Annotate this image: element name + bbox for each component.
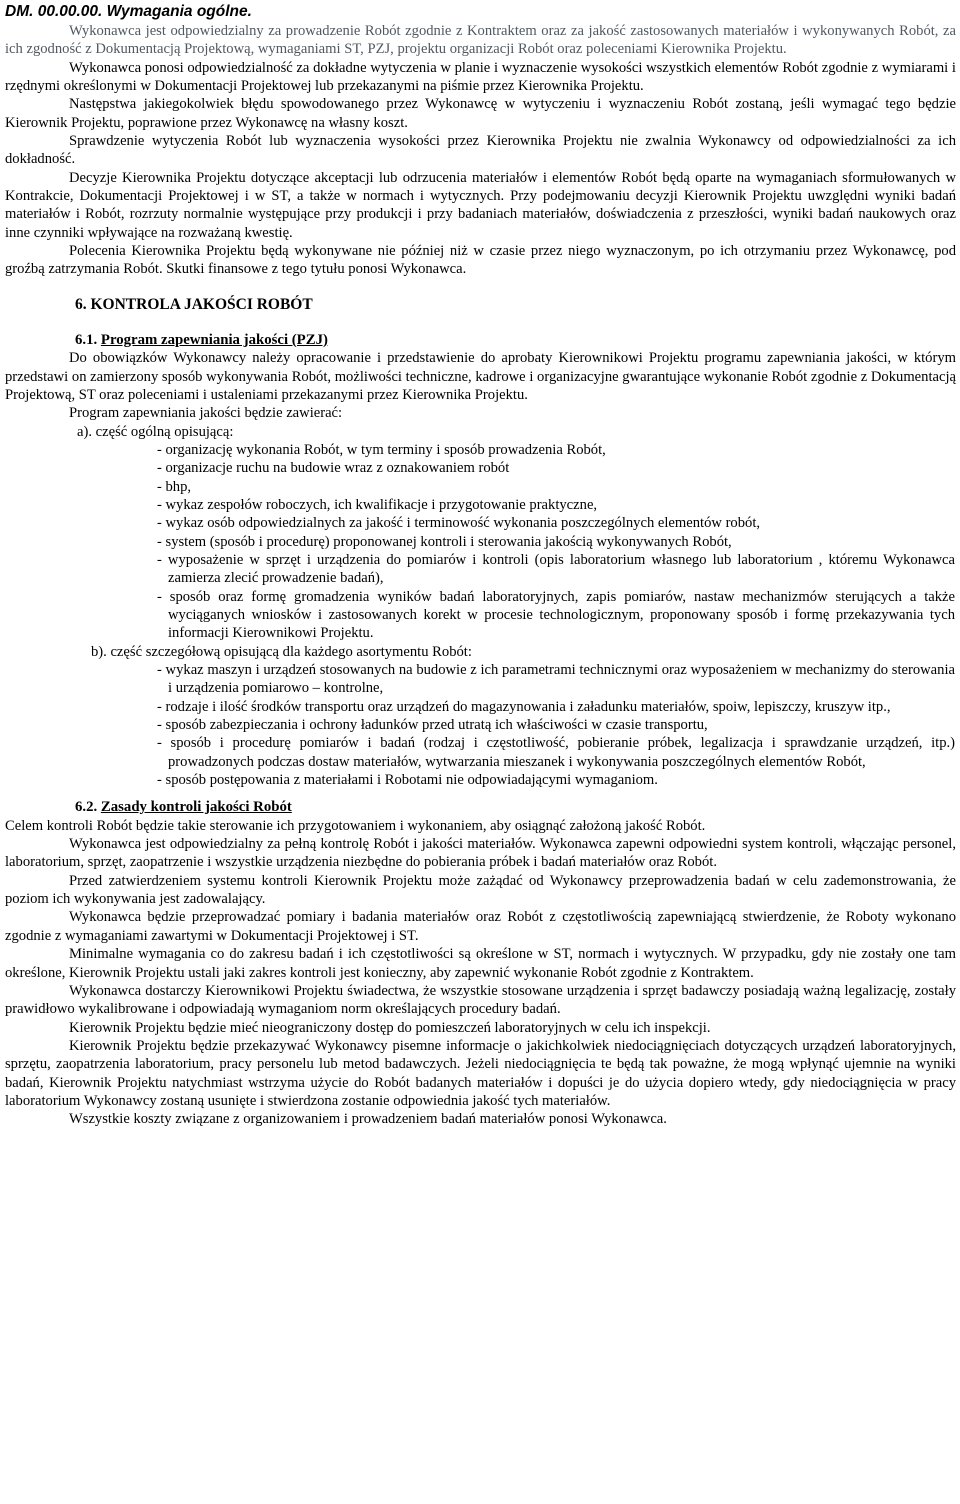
list-item: - wyposażenie w sprzęt i urządzenia do pomiarów i kontroli (opis laboratorium własnego lub laboratorium , któremu Wykonawca zamierza zlecić prowadzenie badań), [157,551,955,587]
section-6-1 [5,331,956,790]
list-label-a: a). część ogólną opisującą: [77,423,234,440]
list-item: - sposób zabezpieczania i ochrony ładunków przed utratą ich właściwości w czasie transportu, [157,717,708,734]
paragraph: Sprawdzenie wytyczenia Robót lub wyznaczenia wysokości przez Kierownika Projektu nie zwalnia Wykonawcy od odpowiedzialności za ich dokładność. [5,133,956,168]
list-label-b: b). część szczegółową opisującą dla każdego asortymentu Robót: [91,643,472,660]
subsection-number: 6.2. [75,799,98,816]
list-item: - sposób oraz formę gromadzenia wyników badań laboratoryjnych, zapis pomiarów, nastaw mechanizmów sterujących a także wyciąganych wniosków i zastosowanych korekt w procesie technologicznym, proponowany sposób i formę przekazywania tych informacji Kierownikowi Projektu. [157,588,955,642]
paragraph: Program zapewniania jakości będzie zawierać: [69,405,343,422]
section-heading: 6. KONTROLA JAKOŚCI ROBÓT [75,295,313,313]
list-item: - bhp, [157,478,192,495]
list-item: - organizacje ruchu na budowie wraz z oznakowaniem robót [157,460,510,477]
paragraph: Przed zatwierdzeniem systemu kontroli Kierownik Projektu może zażądać od Wykonawcy przeprowadzenia badań w celu zademonstrowania, że poziom ich wykonywania jest zadowalający. [5,872,956,908]
subsection-title: Zasady kontroli jakości Robót [100,799,292,816]
list-item: - sposób postępowania z materiałami i Robotami nie odpowiadającymi wymaganiom. [157,772,658,789]
spacer [5,789,956,798]
paragraph: Polecenia Kierownika Projektu będą wykonywane nie później niż w czasie przez niego wyznaczonym, po ich otrzymaniu przez Wykonawcę, pod groźbą zatrzymania Robót. Skutki finansowe z tego tytułu ponosi Wykonawca. [5,243,956,278]
paragraph: Wykonawca będzie przeprowadzać pomiary i badania materiałów oraz Robót z częstotliwością zapewniającą stwierdzenie, że Roboty wykonano zgodnie z wymaganiami zawartymi w Dokumentacji Projektowej i ST. [5,909,956,944]
paragraph: Do obowiązków Wykonawcy należy opracowanie i przedstawienie do aprobaty Kierownikowi Projektu programu zapewniania jakości, w którym przedstawi on zamierzony sposób wykonywania Robót, możliwości techniczne, kadrowe i organizacyjne gwarantujące wykonanie Robót zgodnie z Dokumentacją Projektową, ST oraz poleceniami i ustaleniami przekazanymi przez Kierownika Projektu. [5,350,956,403]
paragraph: Wykonawca jest odpowiedzialny za prowadzenie Robót zgodnie z Kontraktem oraz za jakość zastosowanych materiałów i wykonywanych Robót, za ich zgodność z Dokumentacją Projektową, wymaganiami ST, PZJ, projektu organizacji Robót oraz poleceniami Kierownika Projektu. [5,23,956,58]
paragraph: Kierownik Projektu będzie mieć nieograniczony dostęp do pomieszczeń laboratoryjnych w celu ich inspekcji. [69,1019,711,1036]
paragraph: Wykonawca jest odpowiedzialny za pełną kontrolę Robót i jakości materiałów. Wykonawca zapewni odpowiedni system kontroli, włączając personel, laboratorium, sprzęt, zaopatrzenie i wszystkie urządzenia niezbędne do pobierania próbek i badań materiałów oraz Robót. [5,836,956,871]
subsection-number: 6.1. [75,331,98,348]
list-item: - wykaz maszyn i urządzeń stosowanych na budowie z ich parametrami technicznymi oraz wyposażeniem w mechanizmy do sterowania i urządzenia pomiarowo – kontrolne, [157,662,955,697]
list-item: - organizację wykonania Robót, w tym terminy i sposób prowadzenia Robót, [157,441,606,458]
paragraph: Następstwa jakiegokolwiek błędu spowodowanego przez Wykonawcę w wytyczeniu i wyznaczeniu Robót zostaną, jeśli wymagać tego będzie Kierownik Projektu, poprawione przez Wykonawcę na własny koszt. [5,96,956,131]
list-item: - system (sposób i procedurę) proponowanej kontroli i sterowania jakością wykonywanych Robót, [157,533,732,550]
subsection-heading [75,331,956,349]
subsection-heading [75,798,956,816]
section-6-2 [5,798,956,1128]
paragraph: Wykonawca ponosi odpowiedzialność za dokładne wytyczenia w planie i wyznaczenie wysokości wszystkich elementów Robót zgodnie z wymiarami i rzędnymi określonymi w Dokumentacji Projektowej lub przekazanymi na piśmie przez Kierownika Projektu. [5,59,956,95]
list-item: - rodzaje i ilość środków transportu oraz urządzeń do magazynowania i załadunku materiałów, spoiw, lepiszczy, kruszyw itp., [157,698,891,715]
paragraph: Kierownik Projektu będzie przekazywać Wykonawcy pisemne informacje o jakichkolwiek niedociągnięciach dotyczących urządzeń laboratoryjnych, sprzętu, zaopatrzenia laboratorium, pracy personelu lub metod badawczych. Jeżeli niedociągnięcia te będą tak poważne, że mogą wpłynąć ujemnie na wyniki badań, Kierownik Projektu natychmiast wstrzyma użycie do Robót badanych materiałów i dopuści je do użycia dopiero wtedy, gdy niedociągnięcia w pracy laboratorium Wykonawcy zostaną usunięte i stwierdzona zostanie odpowiednia jakość tych materiałów. [5,1037,956,1109]
paragraph: Wszystkie koszty związane z organizowaniem i prowadzeniem badań materiałów ponosi Wykonawca. [69,1111,667,1128]
document-title: DM. 00.00.00. Wymagania ogólne. [5,3,252,20]
paragraph: Wykonawca dostarczy Kierownikowi Projektu świadectwa, że wszystkie stosowane urządzenia i sprzęt badawczy posiadają ważną legalizację, zostały prawidłowo wykalibrowane i odpowiadają wymaganiom norm określających procedury badań. [5,982,956,1018]
general-requirements [5,22,956,279]
list-item: - wykaz zespołów roboczych, ich kwalifikacje i przygotowanie praktyczne, [157,496,598,513]
paragraph: Celem kontroli Robót będzie takie sterowanie ich przygotowaniem i wykonaniem, aby osiągnąć założoną jakość Robót. [5,817,706,834]
list-item: - sposób i procedurę pomiarów i badań (rodzaj i częstotliwość, pobieranie próbek, legalizacja i sprawdzanie urządzeń, itp.) prowadzonych podczas dostaw materiałów, wytwarzania mieszanek i wykonywania poszczególnych elementów Robót, [157,735,955,770]
paragraph: Decyzje Kierownika Projektu dotyczące akceptacji lub odrzucenia materiałów i elementów Robót będą oparte na wymaganiach sformułowanych w Kontrakcie, Dokumentacji Projektowej i w ST, a także w normach i wytycznych. Przy podejmowaniu decyzji Kierownik Projektu uwzględni wyniki badań materiałów i Robót, rozrzuty normalnie występujące przy produkcji i przy badaniach materiałów, doświadczenia z przeszłości, wyniki badań naukowych oraz inne czynniki wpływające na rozważaną kwestię. [5,169,956,241]
list-item: - wykaz osób odpowiedzialnych za jakość i terminowość wykonania poszczególnych elementów robót, [157,515,761,532]
paragraph: Minimalne wymagania co do zakresu badań i ich częstotliwości są określone w ST, normach i wytycznych. W przypadku, gdy nie zostały one tam określone, Kierownik Projektu ustali jaki zakres kontroli jest konieczny, aby zapewnić wykonanie Robót zgodnie z Kontraktem. [5,946,956,981]
subsection-title: Program zapewniania jakości (PZJ) [100,331,328,348]
